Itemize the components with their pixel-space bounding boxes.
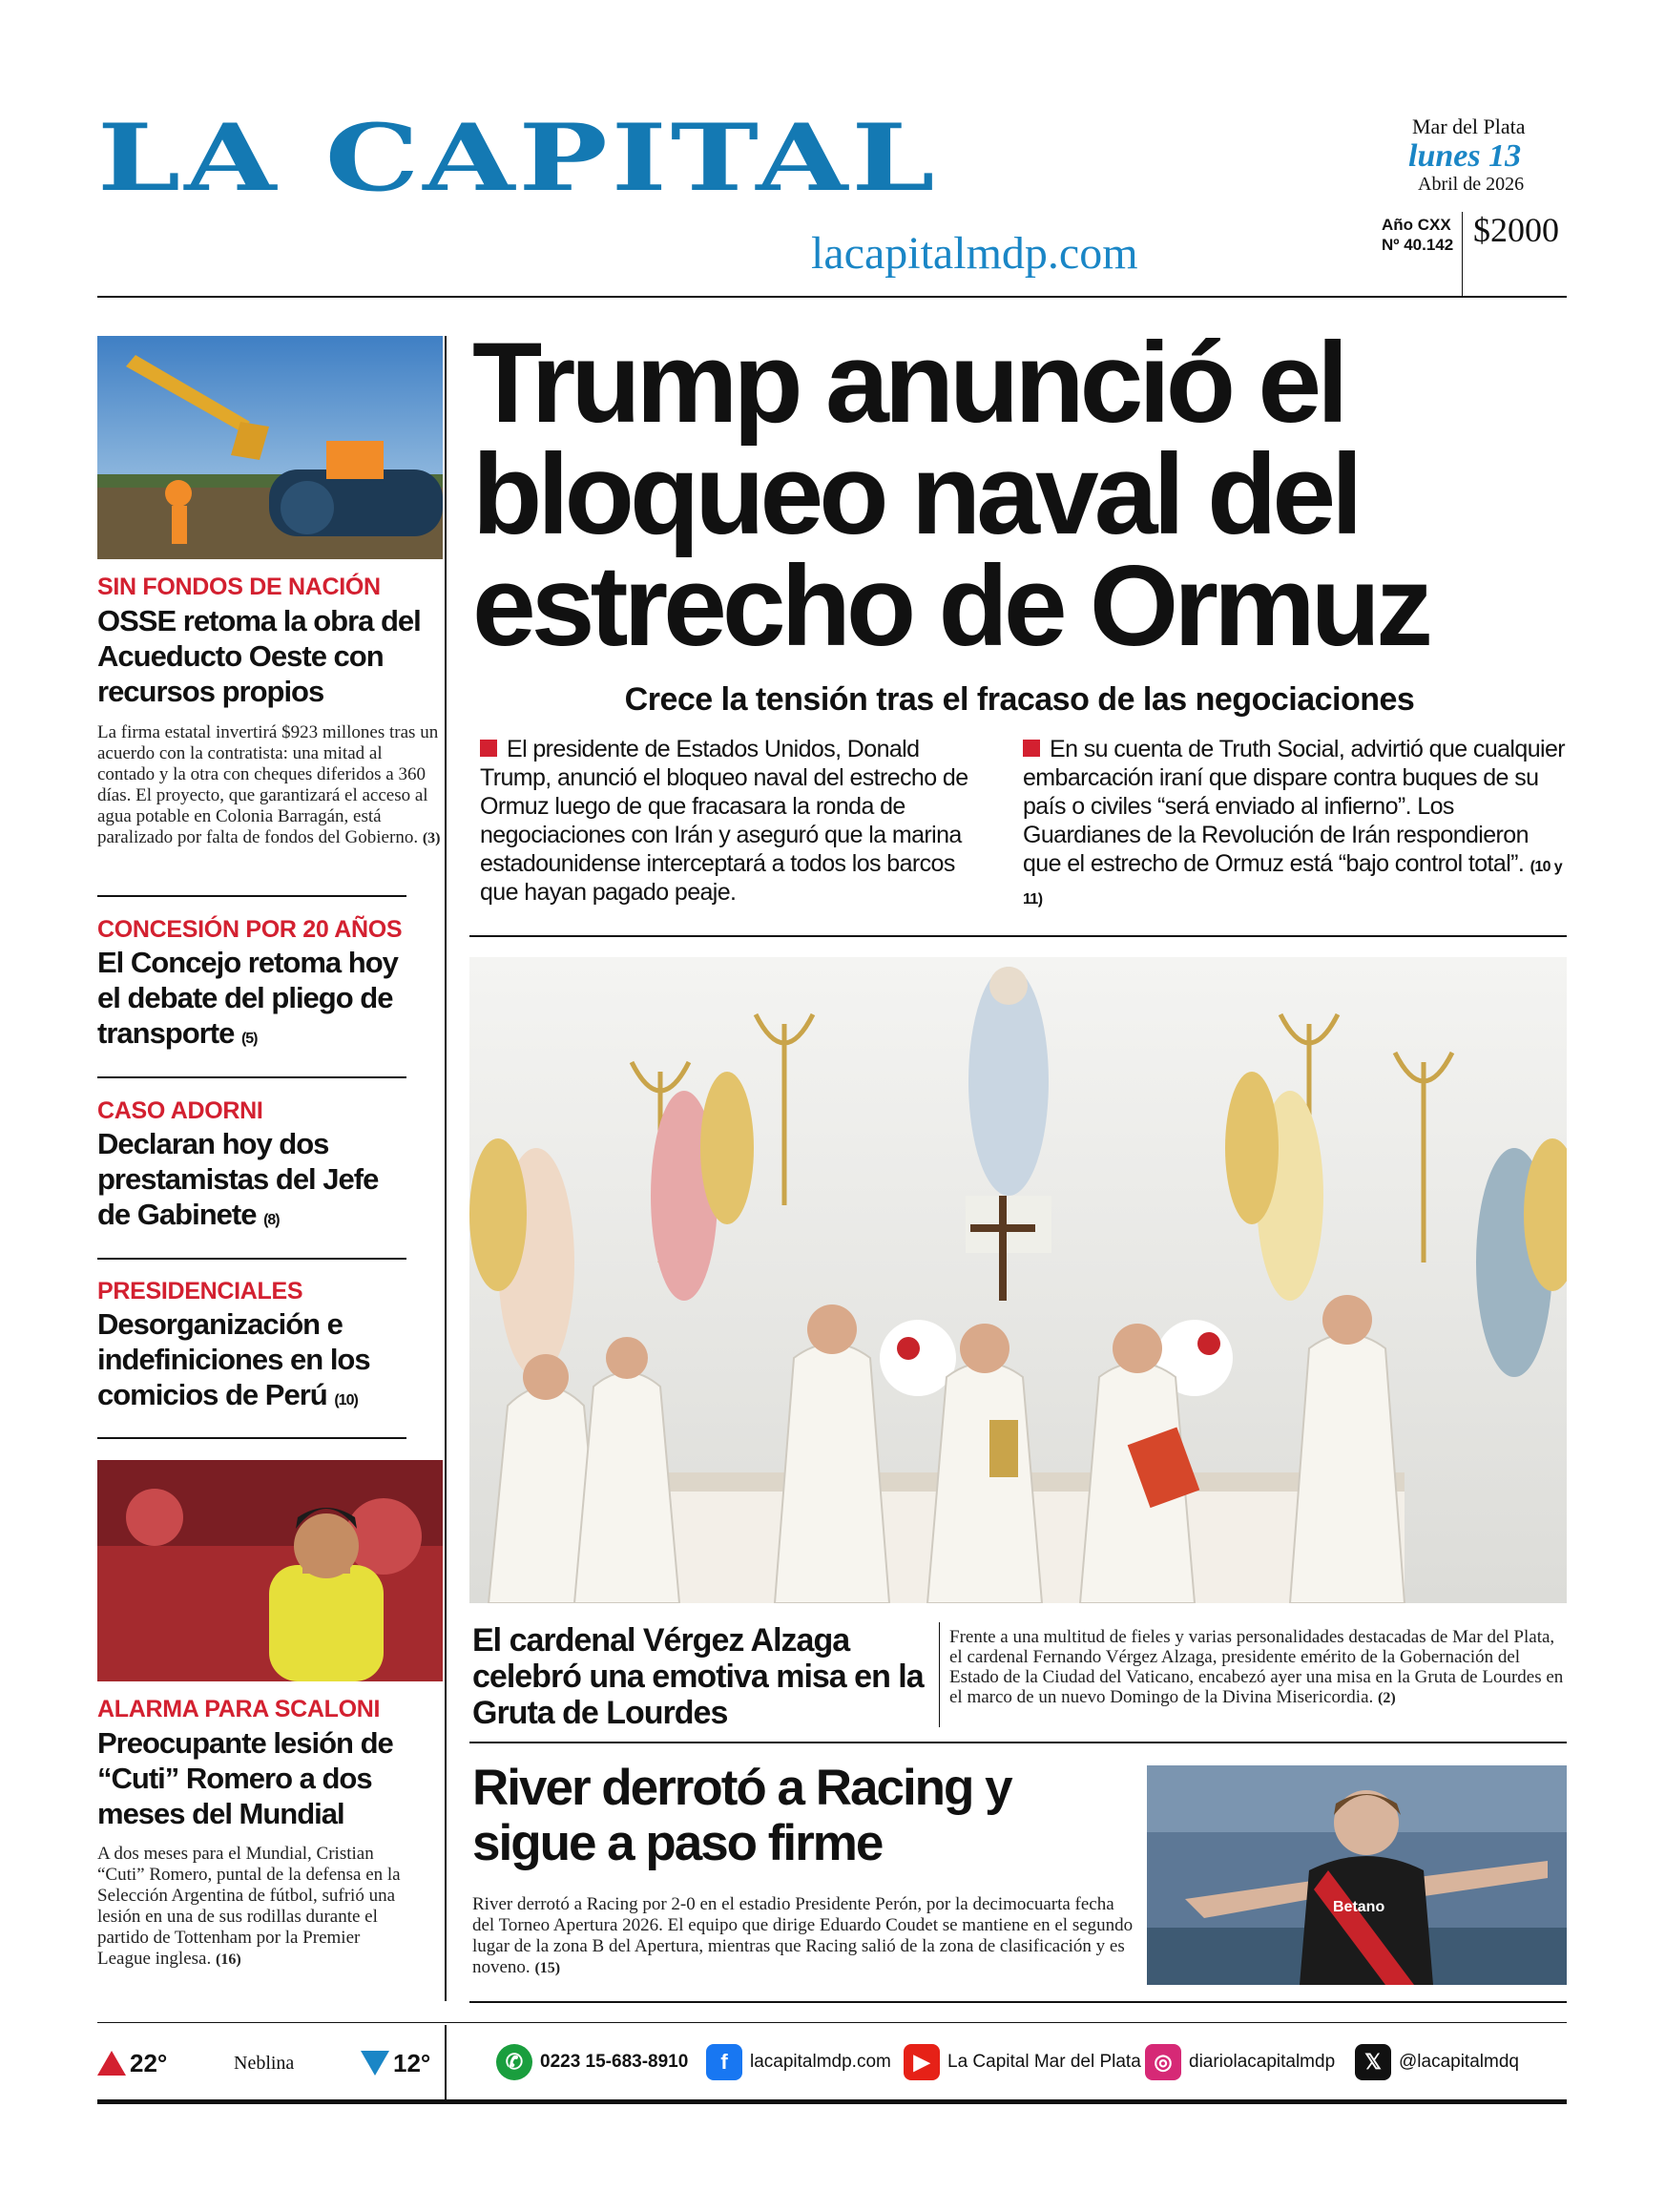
temp-min: 12° [393, 2048, 431, 2077]
headline-s1[interactable]: OSSE retoma la obra del Acueducto Oeste con recursos propios [97, 604, 421, 708]
kicker-s4: PRESIDENCIALES [97, 1278, 303, 1304]
body-s1 [97, 722, 443, 849]
temp-down-icon [361, 2051, 389, 2076]
facebook-handle: lacapitalmdp.com [750, 2052, 891, 2072]
river-page-ref: (15) [534, 1960, 561, 1976]
headline-s4[interactable] [97, 1306, 431, 1418]
x-icon: 𝕏 [1355, 2044, 1391, 2080]
left-column-divider [445, 336, 447, 2001]
headline-s5[interactable]: Preocupante lesión de “Cuti” Romero a dos meses del Mundial [97, 1726, 393, 1830]
body-s5-text: A dos meses para el Mundial, Cristian “Cuti” Romero, puntal de la defensa en la Selección Argentina de fútbol, sufrió una lesión en una de sus rodillas durante el partido de Tottenham por la Premier League inglesa. [97, 1844, 401, 1969]
edition-year: Año CXX [1382, 216, 1451, 234]
river-body-text: River derrotó a Racing por 2-0 en el estadio Presidente Perón, por la decimocuarta fecha del Torneo Apertura 2026. El equipo que dirige Eduardo Coudet se mantiene en el segundo lugar de la zona B del Apertura, mientras que Racing salió de la zona de clasificación y es noveno. [472, 1894, 1134, 1977]
kicker-s3: CASO ADORNI [97, 1097, 263, 1124]
youtube-handle: La Capital Mar del Plata [947, 2052, 1141, 2072]
divider-s2 [97, 1076, 406, 1078]
river-headline[interactable]: River derrotó a Racing y sigue a paso firme [472, 1760, 1011, 1871]
x-handle: @lacapitalmdq [1399, 2052, 1519, 2072]
river-player-photo [1147, 1765, 1567, 1985]
edition-number: Nº 40.142 [1382, 236, 1454, 254]
kicker-s5: ALARMA PARA SCALONI [97, 1696, 381, 1722]
page-ref-s2: (5) [240, 1031, 258, 1047]
page-ref-s5: (16) [215, 1951, 241, 1968]
footer-divider [445, 2025, 447, 2099]
romero-photo [97, 1460, 443, 1681]
youtube-icon: ▶ [904, 2044, 940, 2080]
headline-s4-text: Desorganización e indefiniciones en los comicios de Perú [97, 1307, 370, 1411]
kicker-s2: CONCESIÓN POR 20 AÑOS [97, 916, 403, 943]
temp-up-icon [97, 2051, 126, 2076]
bullet-square [480, 740, 497, 757]
main-lede-left [480, 735, 990, 907]
main-page-ref: (10 y 11) [1023, 859, 1563, 908]
mass-rule [469, 1742, 1567, 1743]
headline-s2[interactable] [97, 945, 412, 1056]
main-lede-right-text: En su cuenta de Truth Social, advirtió que cualquier embarcación iraní que dispare contra buques de su país o civiles “será enviado al infierno”. Los Guardianes de la Revolución de Irán respondieron que el estrecho de Ormuz está “bajo control total”. [1023, 736, 1565, 877]
main-lede-right [1023, 735, 1567, 914]
facebook-contact[interactable] [706, 2042, 891, 2082]
headline-s3-text: Declaran hoy dos prestamistas del Jefe de Gabinete [97, 1127, 379, 1231]
edition-price: $2000 [1473, 211, 1559, 249]
whatsapp-contact[interactable] [496, 2042, 688, 2082]
facebook-icon: f [706, 2044, 742, 2080]
divider-s1 [97, 895, 406, 897]
main-lede-left-text: El presidente de Estados Unidos, Donald Trump, anunció el bloqueo naval del estrecho de Ormuz luego de que fracasara la ronda de negociaciones con Irán y aseguró que la marina estadounidense interceptará a todos los barcos que hayan pagado peaje. [480, 736, 968, 906]
whatsapp-number: 0223 15-683-8910 [540, 2052, 689, 2072]
river-body [472, 1894, 1135, 1979]
whatsapp-icon: ✆ [496, 2044, 532, 2080]
masthead-logo: LA CAPITAL [97, 104, 939, 213]
page-ref-s3: (8) [263, 1212, 280, 1228]
headline-s2-text: El Concejo retoma hoy el debate del pliego de transporte [97, 946, 398, 1050]
main-headline[interactable]: Trump anunció el bloqueo naval del estrecho de Ormuz [472, 319, 1428, 670]
page-ref-s1: (3) [422, 830, 441, 846]
river-shirt-sponsor: Betano [1333, 1899, 1385, 1915]
weather-min [361, 2044, 430, 2082]
divider-s3 [97, 1258, 406, 1260]
youtube-contact[interactable] [904, 2042, 1141, 2082]
main-rule [469, 935, 1567, 937]
body-s1-text: La firma estatal invertirá $923 millones tras un acuerdo con la contratista: una mitad al contado y la otra con cheques diferidos a 360 días. El proyecto, que garantizará el acceso al agua potable en Colonia Barragán, está paralizado por falta de fondos del Gobierno. [97, 722, 439, 847]
footer-rule-top [97, 2022, 1567, 2023]
edition-city: Mar del Plata [1412, 115, 1526, 138]
masthead-rule [97, 296, 1567, 298]
main-subhead: Crece la tensión tras el fracaso de las negociaciones [624, 681, 1415, 718]
instagram-contact[interactable] [1145, 2042, 1335, 2082]
mass-photo [469, 957, 1567, 1603]
mass-body-text: Frente a una multitud de fieles y varias personalidades destacadas de Mar del Plata, el cardenal Fernando Vérgez Alzaga, presidente emérito de la Gobernación del Estado de la Ciudad del Vaticano, encabezó ayer una misa en la Gruta de Lourdes en el marco de un nuevo Domingo de la Divina Misericordia. [949, 1627, 1564, 1707]
edition-date: Abril de 2026 [1418, 174, 1525, 195]
x-contact[interactable] [1355, 2042, 1519, 2082]
edition-day: lunes 13 [1408, 138, 1522, 174]
footer-rule-bottom [97, 2099, 1567, 2104]
weather-max [97, 2044, 167, 2082]
aqueduct-work-photo [97, 336, 443, 559]
mass-body [949, 1627, 1570, 1708]
masthead-divider [1462, 212, 1463, 296]
temp-max: 22° [130, 2048, 168, 2077]
body-s5 [97, 1844, 407, 1971]
kicker-s1: SIN FONDOS DE NACIÓN [97, 574, 381, 600]
instagram-handle: diariolacapitalmdp [1189, 2052, 1336, 2072]
mass-divider [939, 1622, 940, 1727]
headline-s3[interactable] [97, 1126, 384, 1238]
weather-desc: Neblina [234, 2052, 295, 2074]
river-rule [469, 2001, 1567, 2003]
mass-page-ref: (2) [1378, 1690, 1396, 1706]
instagram-icon: ◎ [1145, 2044, 1181, 2080]
edition-number-block [1382, 215, 1453, 255]
bullet-square [1023, 740, 1040, 757]
masthead-site-url[interactable]: lacapitalmdp.com [811, 228, 1138, 279]
divider-s4 [97, 1437, 406, 1439]
mass-headline[interactable]: El cardenal Vérgez Alzaga celebró una emotiva misa en la Gruta de Lourdes [472, 1622, 924, 1731]
page-ref-s4: (10) [334, 1392, 358, 1409]
